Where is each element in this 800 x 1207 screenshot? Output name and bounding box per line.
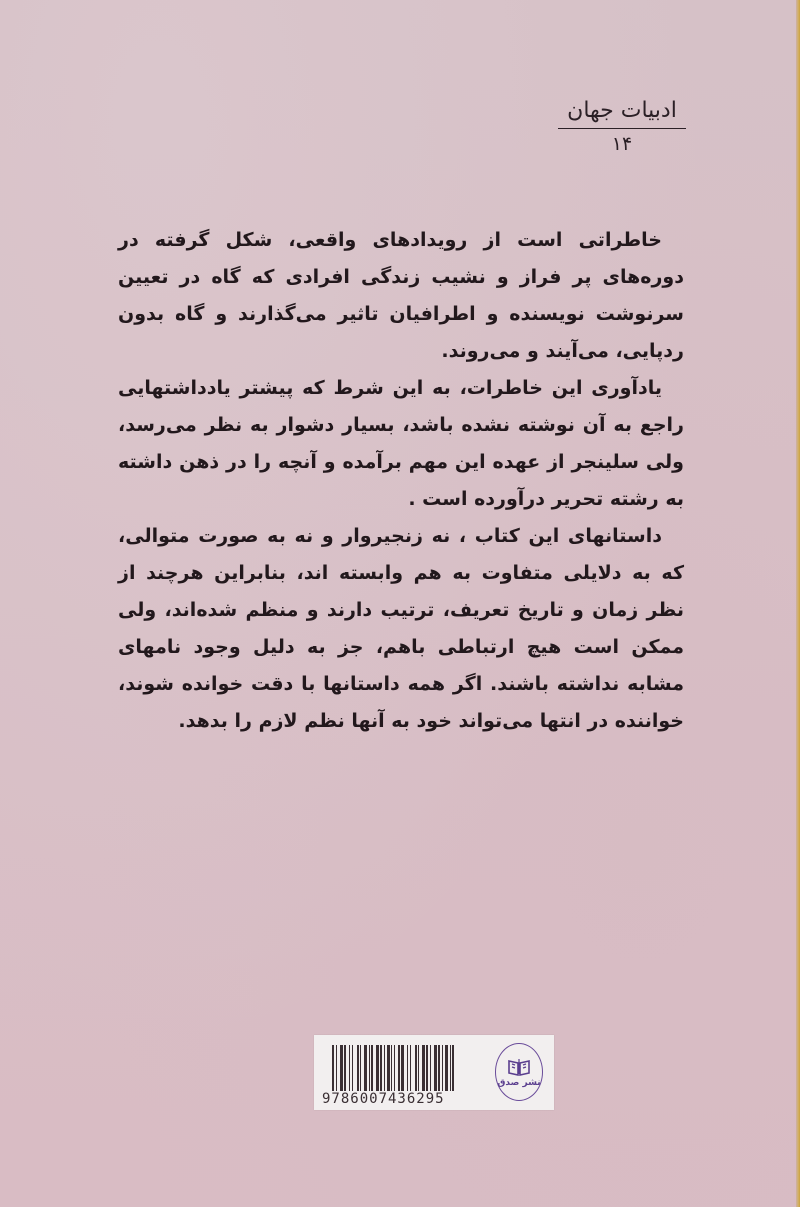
page-edge [796,0,800,1207]
blurb-text [118,222,684,740]
barcode-sticker [314,1035,554,1110]
isbn-number: 9786007436295 [322,1091,445,1107]
barcode-icon [332,1045,484,1091]
blurb-paragraph: یادآوری این خاطرات، به این شرط که پیشتر یادداشتهایی راجع به آن نوشته نشده باشد، بسیار دشوار به نظر می‌رسد، ولی سلینجر از عهده این مهم برآمده و آنچه را در ذهن داشته به رشته تحریر درآورده است . [118,377,684,510]
series-title: ادبیات جهان [558,96,686,129]
blurb-paragraph: خاطراتی است از رویدادهای واقعی، شکل گرفته در دوره‌های پر فراز و نشیب زندگی افرادی که گاه در تعیین سرنوشت نویسنده و اطرافیان تاثیر می‌گذارند و گاه بدون ردپایی، می‌آیند و می‌روند. [118,229,684,362]
publisher-name: نشر صدق [497,1078,541,1088]
blurb-paragraph: داستانهای این کتاب ، نه زنجیروار و نه به صورت متوالی، که به دلایلی متفاوت به هم وابسته اند، بنابراین هرچند از نظر زمان و تاریخ تعریف، ترتیب دارند و منظم شده‌اند، ولی ممکن است هیچ ارتباطی باهم، جز به دلیل وجود نامهای مشابه نداشته باشند. اگر همه داستانها با دقت خوانده شوند، خواننده در انتها می‌تواند خود به آنها نظم لازم را بدهد. [118,525,684,732]
series-label [552,96,692,157]
series-number: ۱۴ [611,133,633,155]
open-book-icon [508,1058,530,1076]
publisher-logo [495,1043,543,1101]
